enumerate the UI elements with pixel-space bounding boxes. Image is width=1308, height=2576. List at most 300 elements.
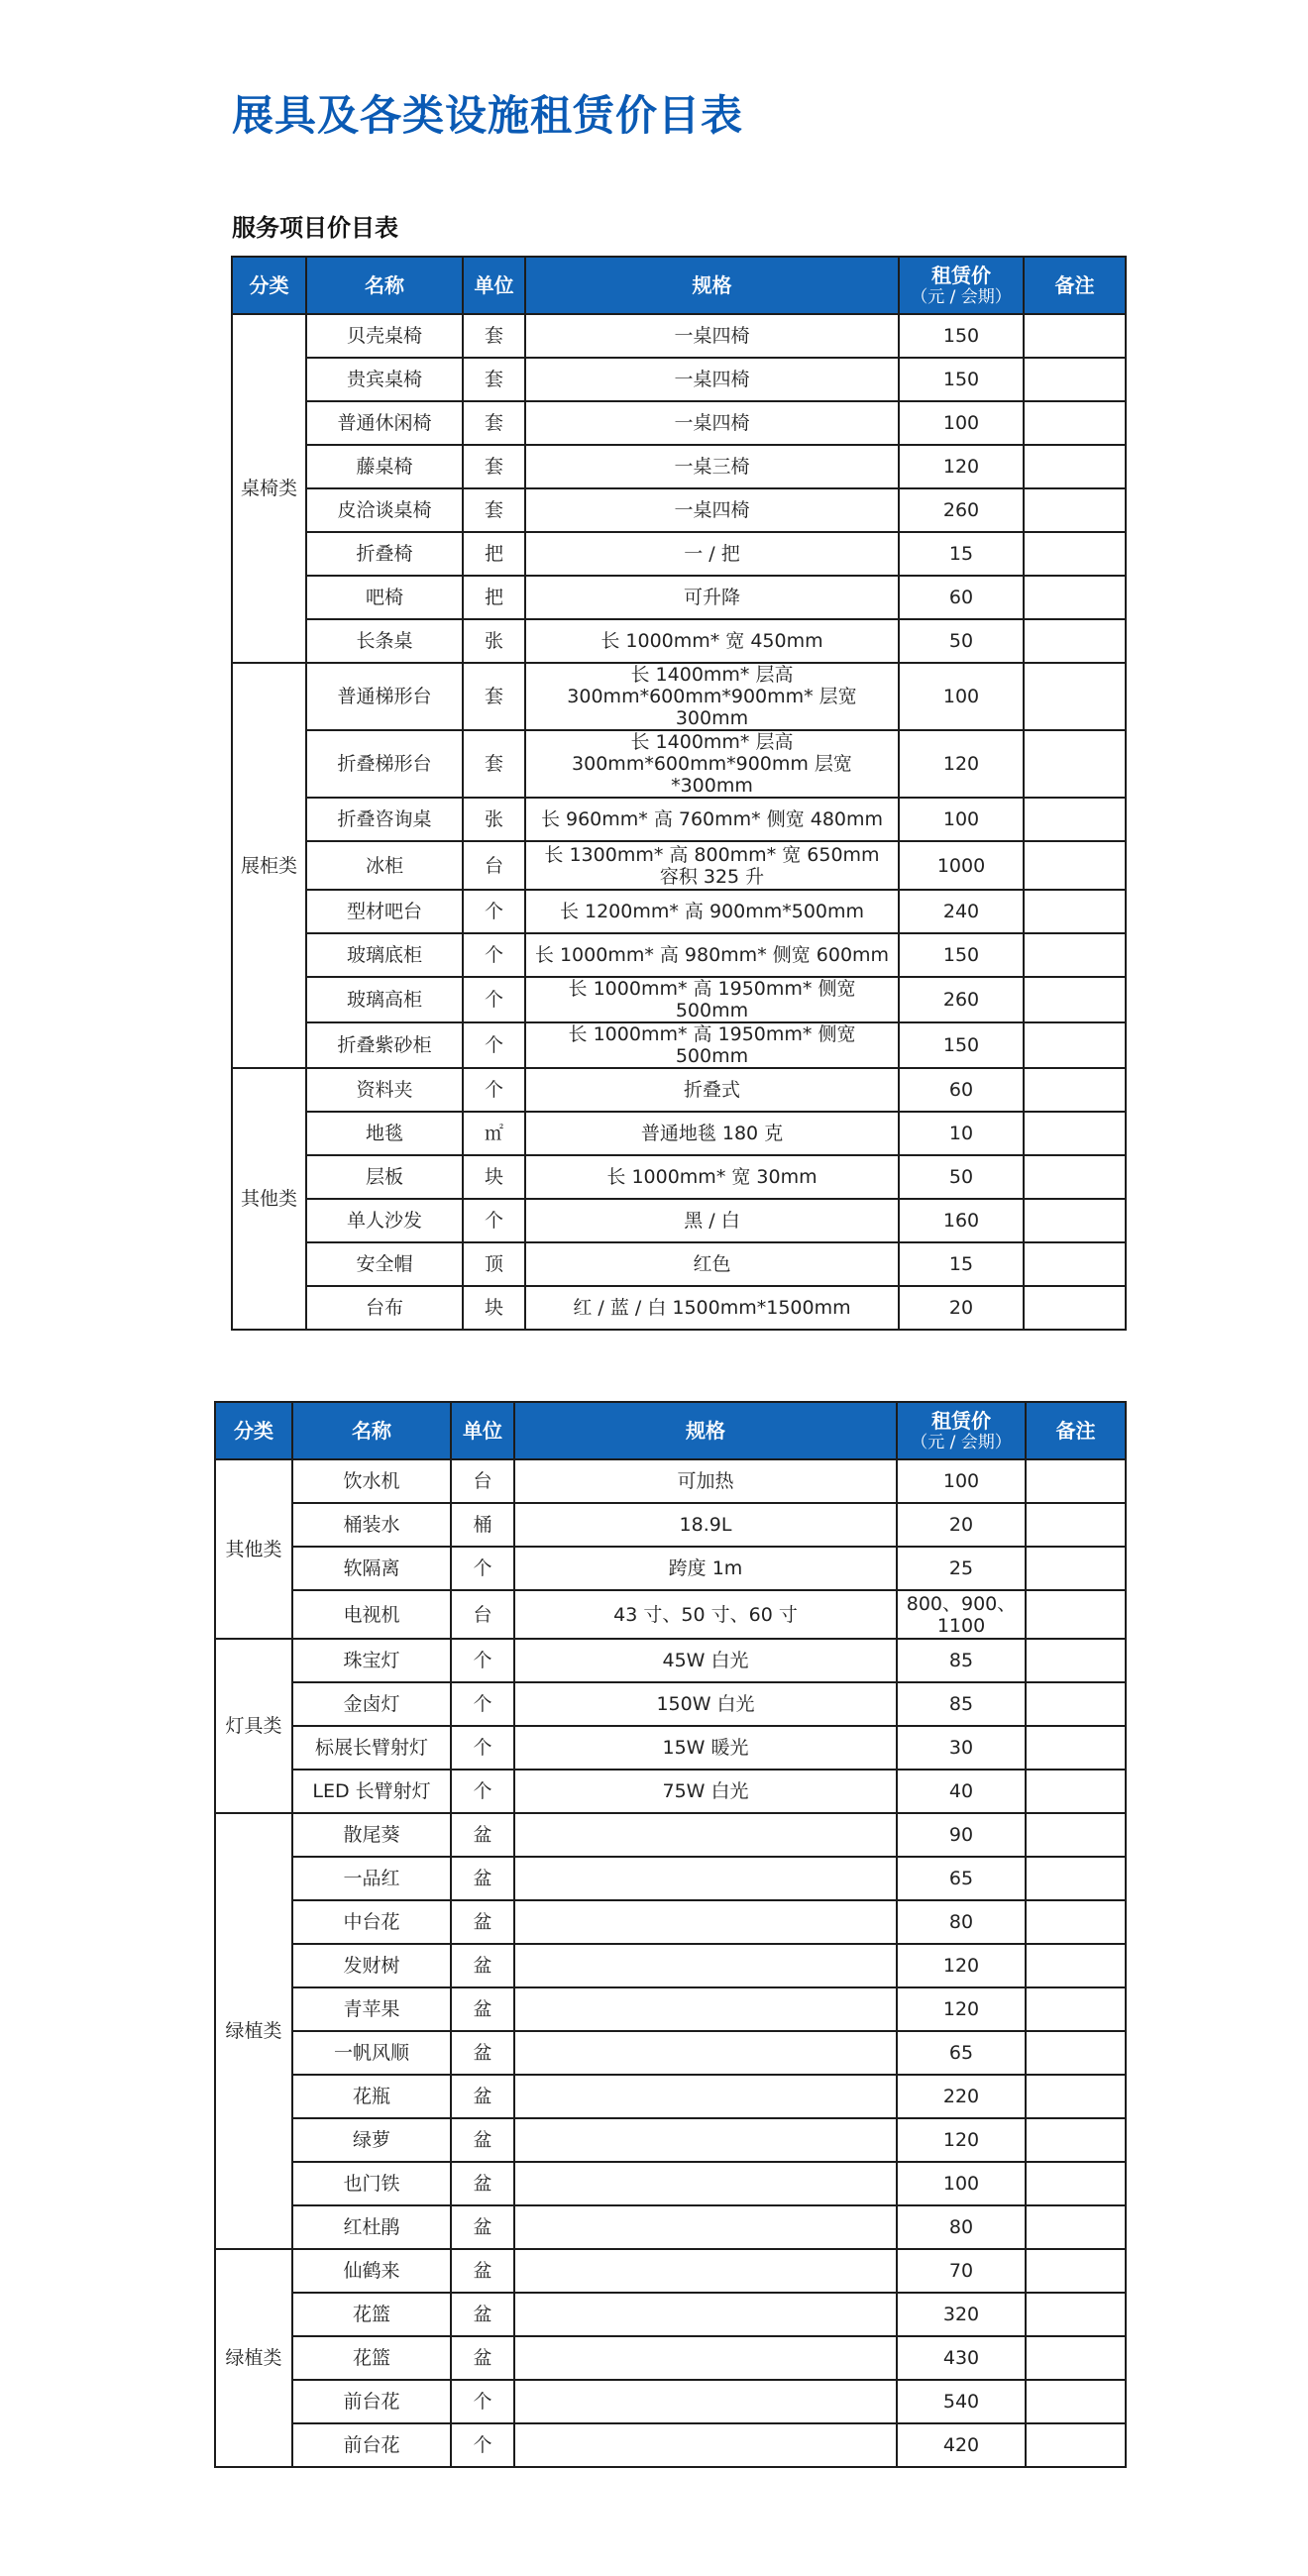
item-spec-line: 普通地毯 180 克 [640,1123,784,1144]
item-spec [525,532,899,576]
item-spec [514,1726,897,1770]
item-spec-line: 折叠式 [683,1079,740,1101]
item-spec-line: 18.9L [679,1514,732,1536]
item-name: 红杜鹃 [292,2205,451,2249]
item-note [1024,1242,1126,1286]
item-name: 标展长臂射灯 [292,1726,451,1770]
item-unit: 盆 [451,1813,514,1857]
item-spec [525,977,899,1022]
price-table-1 [231,256,1127,1331]
item-price-line: 100 [942,1470,980,1492]
item-name: 藤桌椅 [306,445,463,488]
item-price-line: 420 [942,2434,980,2456]
item-unit: ㎡ [463,1112,525,1155]
item-unit: 个 [451,1547,514,1590]
item-spec [525,488,899,532]
item-price: 120 [899,445,1024,488]
item-price-line: 80 [948,1911,974,1933]
item-spec [514,2162,897,2205]
item-name: 前台花 [292,2380,451,2423]
item-spec [525,314,899,358]
item-spec [525,663,899,730]
item-unit: 台 [463,841,525,890]
item-spec-line: 15W 暖光 [662,1737,749,1759]
table-row [232,1112,1126,1155]
item-price [897,1547,1026,1590]
item-name: 珠宝灯 [292,1639,451,1682]
item-unit: 盆 [451,1944,514,1987]
item-price: 160 [899,1199,1024,1242]
item-note [1024,933,1126,977]
item-spec-line: 一桌四椅 [674,499,750,521]
item-price: 60 [899,1068,1024,1112]
item-price: 1000 [899,841,1024,890]
table-row [232,619,1126,663]
item-name: 折叠紫砂柜 [306,1022,463,1068]
header-unit: 单位 [451,1402,514,1459]
table-row [215,1639,1126,1682]
table-header-row [232,257,1126,314]
item-spec [514,1857,897,1900]
item-unit: 盆 [451,1987,514,2031]
category-cell: 绿植类 [215,2249,292,2467]
item-name: 桶装水 [292,1503,451,1547]
header-spec: 规格 [525,257,899,314]
item-unit: 个 [463,890,525,933]
item-note [1024,890,1126,933]
table-row [215,1857,1126,1900]
item-unit: 个 [451,1682,514,1726]
item-spec-line: 一桌四椅 [674,325,750,347]
item-price-line: 65 [948,1868,974,1889]
item-spec-line: 长 1000mm* 高 1950mm* 侧宽 500mm [568,1023,856,1067]
item-price [897,1459,1026,1503]
item-unit: 张 [463,798,525,841]
item-price-line: 1100 [936,1614,986,1637]
item-unit: 个 [451,1639,514,1682]
item-price: 60 [899,576,1024,619]
item-price [897,1726,1026,1770]
item-unit: 个 [451,1770,514,1813]
item-spec [514,2205,897,2249]
item-note [1026,1987,1126,2031]
item-note [1024,798,1126,841]
item-unit: 张 [463,619,525,663]
item-unit: 盆 [451,2293,514,2336]
item-spec [525,445,899,488]
item-price-line: 540 [942,2391,980,2413]
item-note [1026,1726,1126,1770]
item-spec-line: 可升降 [683,587,740,608]
item-name: 地毯 [306,1112,463,1155]
item-spec-line: 300mm*600mm*900mm 层宽 *300mm [572,753,852,797]
item-name: 花瓶 [292,2075,451,2118]
item-name: 贝壳桌椅 [306,314,463,358]
item-price-line: 85 [948,1650,974,1671]
item-spec [514,2249,897,2293]
header-category: 分类 [232,257,306,314]
item-unit: 套 [463,488,525,532]
table-row [215,1813,1126,1857]
item-unit: 套 [463,730,525,798]
item-spec [525,1286,899,1330]
header-price-label: 租赁价 [931,1409,991,1433]
item-unit: 盆 [451,2075,514,2118]
header-price [899,257,1024,314]
item-price [897,2031,1026,2075]
item-price [897,2162,1026,2205]
item-unit: 个 [463,933,525,977]
item-spec [514,1503,897,1547]
item-unit: 个 [463,1199,525,1242]
item-spec-line: 一桌四椅 [674,412,750,434]
item-name: 安全帽 [306,1242,463,1286]
item-note [1026,2118,1126,2162]
item-note [1026,1639,1126,1682]
item-note [1024,1286,1126,1330]
item-name: 普通休闲椅 [306,401,463,445]
item-name: 仙鹤来 [292,2249,451,2293]
table-row [232,314,1126,358]
table-row [215,1726,1126,1770]
table-row [215,1682,1126,1726]
item-name: 玻璃底柜 [306,933,463,977]
item-spec-line: 容积 325 升 [659,865,765,888]
item-note [1026,2075,1126,2118]
item-price [897,1503,1026,1547]
item-unit: 套 [463,314,525,358]
item-price: 150 [899,314,1024,358]
item-spec [514,1987,897,2031]
item-price-line: 120 [942,1955,980,1977]
item-unit: 套 [463,445,525,488]
item-note [1026,1682,1126,1726]
item-price: 50 [899,619,1024,663]
item-price [897,2249,1026,2293]
table-row [232,1242,1126,1286]
item-note [1026,1944,1126,1987]
item-name: 型材吧台 [306,890,463,933]
item-unit: 块 [463,1155,525,1199]
item-price [897,1944,1026,1987]
item-note [1026,1900,1126,1944]
item-price-line: 430 [942,2347,980,2369]
item-unit: 盆 [451,2336,514,2380]
item-unit: 个 [451,2380,514,2423]
item-price-line: 20 [948,1514,974,1536]
item-name: 贵宾桌椅 [306,358,463,401]
item-spec [514,2423,897,2467]
item-unit: 台 [451,1459,514,1503]
item-unit: 个 [451,1726,514,1770]
table-row [232,488,1126,532]
item-note [1024,1068,1126,1112]
item-name: 发财树 [292,1944,451,1987]
item-spec-line: 红 / 蓝 / 白 1500mm*1500mm [573,1297,851,1319]
item-note [1026,2249,1126,2293]
item-note [1026,2205,1126,2249]
item-price-line: 90 [948,1824,974,1846]
item-unit: 盆 [451,1857,514,1900]
item-price-line: 30 [948,1737,974,1759]
table-row [232,977,1126,1022]
item-price [897,2205,1026,2249]
table-row [215,2293,1126,2336]
item-price [897,2423,1026,2467]
category-cell: 展柜类 [232,663,306,1068]
item-name: 台布 [306,1286,463,1330]
item-spec-line: 43 寸、50 寸、60 寸 [613,1603,798,1626]
item-price [897,1900,1026,1944]
item-price: 240 [899,890,1024,933]
item-note [1024,532,1126,576]
item-name: 折叠梯形台 [306,730,463,798]
item-unit: 盆 [451,2118,514,2162]
item-spec-line: 75W 白光 [662,1780,749,1802]
item-unit: 个 [463,1022,525,1068]
item-spec-line: 长 960mm* 高 760mm* 侧宽 480mm [540,808,884,830]
item-name: 青苹果 [292,1987,451,2031]
header-category: 分类 [215,1402,292,1459]
item-spec [525,1068,899,1112]
item-name: 饮水机 [292,1459,451,1503]
item-unit: 盆 [451,2031,514,2075]
item-spec [525,1112,899,1155]
item-price: 10 [899,1112,1024,1155]
item-unit: 顶 [463,1242,525,1286]
table-row [232,1068,1126,1112]
item-price: 100 [899,663,1024,730]
item-price-line: 25 [948,1557,974,1579]
item-spec [525,401,899,445]
item-unit: 桶 [451,1503,514,1547]
item-spec [514,1590,897,1639]
item-spec [514,1682,897,1726]
item-price: 100 [899,798,1024,841]
table-row [232,1155,1126,1199]
item-spec [525,730,899,798]
header-price [897,1402,1026,1459]
item-spec [525,1155,899,1199]
table-row [215,2423,1126,2467]
item-price [897,1682,1026,1726]
header-note: 备注 [1026,1402,1126,1459]
item-spec-line: 长 1300mm* 高 800mm* 宽 650mm [544,843,880,866]
item-unit: 台 [451,1590,514,1639]
item-unit: 套 [463,401,525,445]
item-spec-line: 长 1000mm* 高 980mm* 侧宽 600mm [534,944,890,966]
item-unit: 盆 [451,2205,514,2249]
table-row [215,1944,1126,1987]
table-row [215,1900,1126,1944]
item-price: 260 [899,488,1024,532]
item-unit: 个 [463,1068,525,1112]
table-row [232,1286,1126,1330]
item-name: 花篮 [292,2336,451,2380]
item-name: 冰柜 [306,841,463,890]
item-price-line: 220 [942,2086,980,2107]
item-name: 金卤灯 [292,1682,451,1726]
item-note [1024,358,1126,401]
item-note [1026,1547,1126,1590]
item-note [1024,576,1126,619]
item-price-line: 65 [948,2042,974,2064]
item-price: 20 [899,1286,1024,1330]
item-spec [514,1900,897,1944]
header-unit: 单位 [463,257,525,314]
item-price [897,1639,1026,1682]
table-row [232,798,1126,841]
item-name: 普通梯形台 [306,663,463,730]
price-table-2 [214,1401,1127,2468]
table-row [215,2162,1126,2205]
item-note [1024,1155,1126,1199]
item-unit: 盆 [451,2249,514,2293]
item-price [897,2075,1026,2118]
item-unit: 块 [463,1286,525,1330]
table-row [215,2075,1126,2118]
table-row [215,1547,1126,1590]
item-spec-line: 150W 白光 [656,1693,755,1715]
item-name: 折叠咨询桌 [306,798,463,841]
table-row [232,358,1126,401]
item-name: 绿萝 [292,2118,451,2162]
item-note [1024,488,1126,532]
item-note [1024,841,1126,890]
item-unit: 个 [451,2423,514,2467]
item-name: 一品红 [292,1857,451,1900]
header-spec: 规格 [514,1402,897,1459]
item-price: 100 [899,401,1024,445]
table-row [215,1987,1126,2031]
item-name: 中台花 [292,1900,451,1944]
item-spec [525,1022,899,1068]
item-unit: 盆 [451,2162,514,2205]
table-row [232,841,1126,890]
item-note [1024,663,1126,730]
item-price-line: 320 [942,2304,980,2325]
item-spec [514,2031,897,2075]
item-spec-line: 可加热 [677,1470,734,1492]
item-name: 花篮 [292,2293,451,2336]
item-price: 150 [899,358,1024,401]
item-spec-line: 红色 [693,1253,731,1275]
header-note: 备注 [1024,257,1126,314]
item-spec-line: 长 1200mm* 高 900mm*500mm [559,901,865,922]
item-spec [514,1639,897,1682]
item-spec-line: 长 1400mm* 层高 [630,731,794,753]
header-price-label: 租赁价 [931,264,991,287]
item-note [1026,1770,1126,1813]
item-price-line: 800、900、 [906,1592,1017,1615]
item-price: 260 [899,977,1024,1022]
item-note [1024,401,1126,445]
item-name: 也门铁 [292,2162,451,2205]
item-note [1026,1813,1126,1857]
item-name: 折叠椅 [306,532,463,576]
item-note [1026,2423,1126,2467]
item-spec-line: 长 1000mm* 高 1950mm* 侧宽 500mm [568,978,856,1021]
item-spec-line: 一桌三椅 [674,456,750,478]
category-cell: 桌椅类 [232,314,306,663]
item-price: 15 [899,532,1024,576]
item-price-line: 80 [948,2216,974,2238]
table-row [215,1459,1126,1503]
table-row [215,2031,1126,2075]
item-name: 长条桌 [306,619,463,663]
item-note [1024,619,1126,663]
item-spec-line: 黑 / 白 [684,1210,740,1232]
table-row [215,2336,1126,2380]
table-row [232,663,1126,730]
item-spec [525,933,899,977]
item-price [897,2293,1026,2336]
item-name: 吧椅 [306,576,463,619]
item-spec [525,890,899,933]
item-unit: 套 [463,663,525,730]
item-spec-line: 300mm*600mm*900mm* 层宽 300mm [567,686,857,729]
item-note [1024,1112,1126,1155]
item-spec [514,2336,897,2380]
item-price [897,2380,1026,2423]
category-cell: 其他类 [232,1068,306,1330]
item-price: 120 [899,730,1024,798]
header-name: 名称 [306,257,463,314]
item-note [1024,314,1126,358]
item-spec [514,1547,897,1590]
item-unit: 个 [463,977,525,1022]
item-unit: 套 [463,358,525,401]
section-subtitle: 服务项目价目表 [232,214,398,242]
table-header-row [215,1402,1126,1459]
item-price-line: 70 [948,2260,974,2282]
item-price [897,1770,1026,1813]
item-price: 15 [899,1242,1024,1286]
table-row [232,1199,1126,1242]
item-spec [525,1242,899,1286]
item-price: 150 [899,1022,1024,1068]
table-row [215,1590,1126,1639]
item-note [1026,1503,1126,1547]
item-name: 电视机 [292,1590,451,1639]
table-row [232,445,1126,488]
item-spec-line: 45W 白光 [662,1650,749,1671]
item-spec [514,1813,897,1857]
item-name: LED 长臂射灯 [292,1770,451,1813]
item-spec-line: 长 1400mm* 层高 [630,664,794,686]
item-name: 单人沙发 [306,1199,463,1242]
item-spec-line: 跨度 1m [668,1557,743,1579]
item-spec-line: 一桌四椅 [674,369,750,390]
table-row [232,401,1126,445]
item-spec [525,1199,899,1242]
item-spec [525,798,899,841]
item-unit: 盆 [451,1900,514,1944]
item-price [897,2336,1026,2380]
item-note [1024,1199,1126,1242]
item-name: 皮洽谈桌椅 [306,488,463,532]
item-note [1026,2162,1126,2205]
item-spec [514,2075,897,2118]
table-row [232,890,1126,933]
table-row [232,576,1126,619]
item-spec [514,1944,897,1987]
item-price-line: 120 [942,2129,980,2151]
item-note [1026,2336,1126,2380]
item-spec-line: 一 / 把 [684,543,740,565]
item-price [897,1590,1026,1639]
item-name: 资料夹 [306,1068,463,1112]
